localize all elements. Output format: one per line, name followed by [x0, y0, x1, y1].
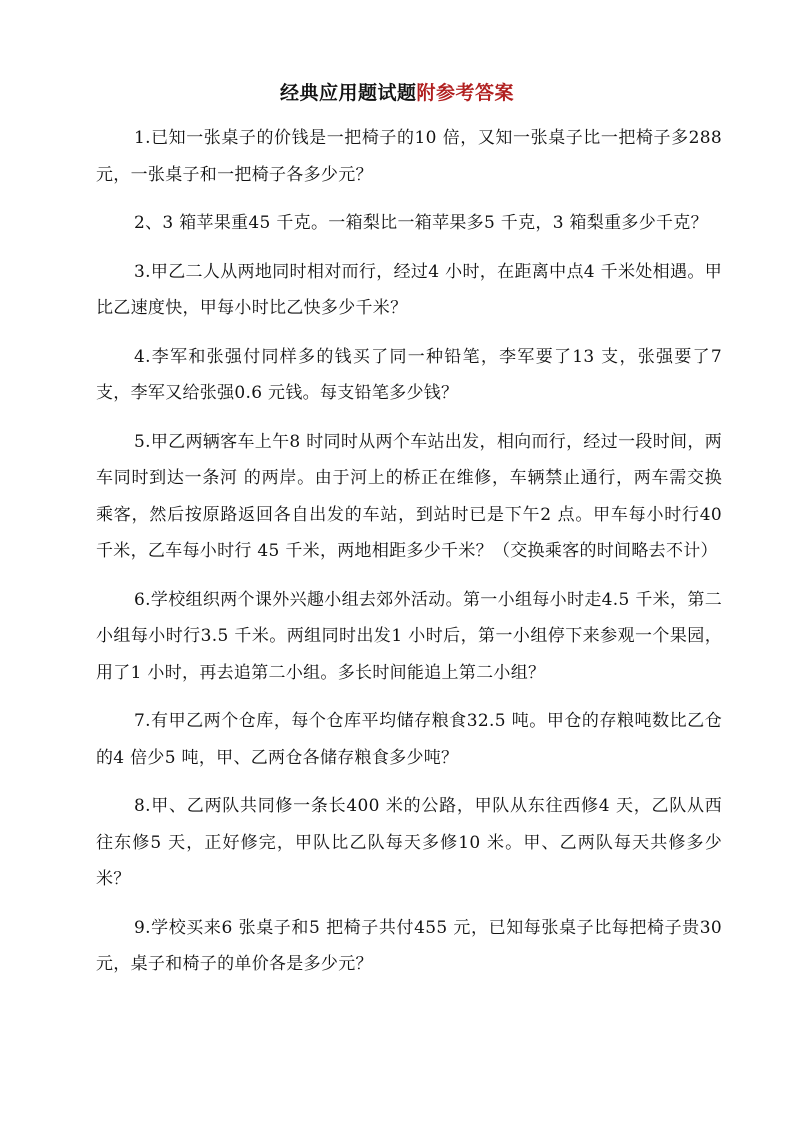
question-list	[96, 120, 722, 995]
question-5: 5.甲乙两辆客车上午8 时同时从两个车站出发，相向而行，经过一段时间，两车同时到达一条河 的两岸。由于河上的桥正在维修，车辆禁止通行，两车需交换乘客，然后按原路返回各自出发的车站，到站时已是下午2 点。甲车每小时行40 千米，乙车每小时行 45 千米，两地相距多少千米？（交换乘客的时间略去不计）	[96, 431, 722, 561]
question-6: 6.学校组织两个课外兴趣小组去郊外活动。第一小组每小时走4.5 千米，第二小组每小时行3.5 千米。两组同时出发1 小时后，第一小组停下来参观一个果园，用了1 小时，再去追第二小组。多长时间能追上第二小组？	[96, 589, 722, 683]
question-9: 9.学校买来6 张桌子和5 把椅子共付455 元，已知每张桌子比每把椅子贵30 元，桌子和椅子的单价各是多少元？	[96, 917, 722, 974]
question-7: 7.有甲乙两个仓库，每个仓库平均储存粮食32.5 吨。甲仓的存粮吨数比乙仓的4 倍少5 吨，甲、乙两仓各储存粮食多少吨？	[96, 711, 722, 768]
question-3: 3.甲乙二人从两地同时相对而行，经过4 小时，在距离中点4 千米处相遇。甲比乙速度快，甲每小时比乙快多少千米？	[96, 261, 722, 318]
question-1: 1.已知一张桌子的价钱是一把椅子的10 倍，又知一张桌子比一把椅子多288 元，一张桌子和一把椅子各多少元？	[96, 128, 722, 185]
title-highlight: 附参考答案	[416, 82, 515, 104]
question-4: 4.李军和张强付同样多的钱买了同一种铅笔，李军要了13 支，张强要了7 支，李军又给张强0.6 元钱。每支铅笔多少钱？	[96, 346, 722, 403]
page-title	[0, 78, 794, 105]
question-8: 8.甲、乙两队共同修一条长400 米的公路，甲队从东往西修4 天，乙队从西往东修5 天，正好修完，甲队比乙队每天多修10 米。甲、乙两队每天共修多少米？	[96, 796, 722, 889]
question-2: 2、3 箱苹果重45 千克。一箱梨比一箱苹果多5 千克，3 箱梨重多少千克？	[134, 213, 708, 233]
title-main: 经典应用题试题	[279, 82, 417, 104]
